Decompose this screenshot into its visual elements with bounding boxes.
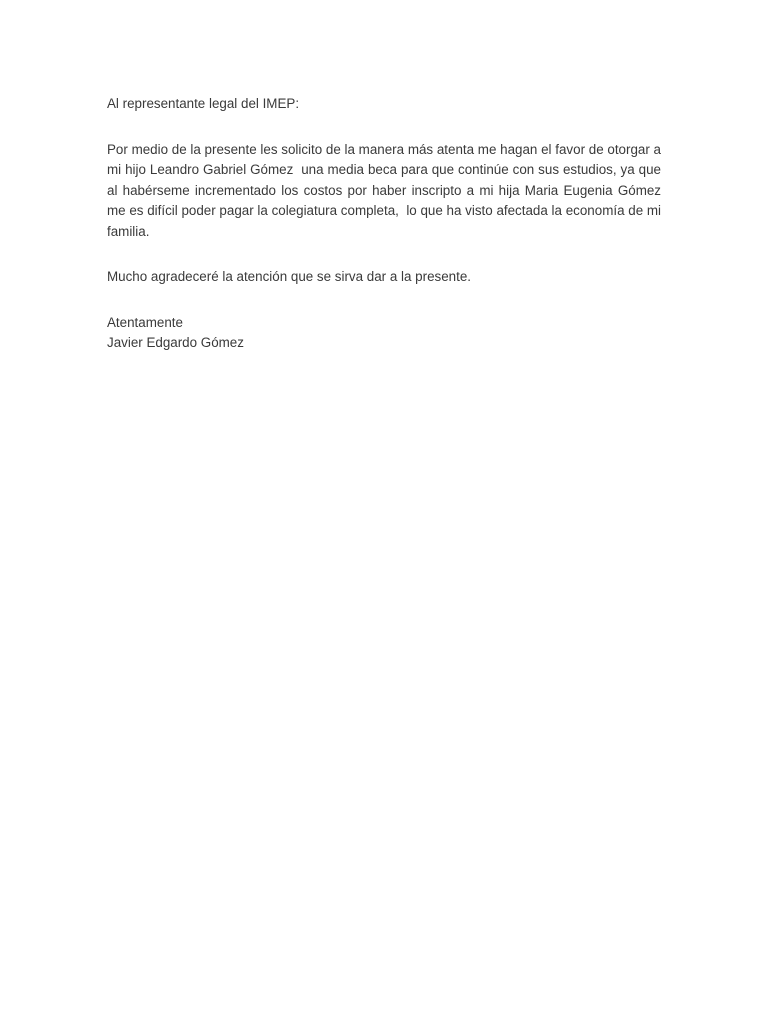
salutation-line: Al representante legal del IMEP:	[107, 96, 300, 111]
signature-name: Javier Edgardo Gómez	[107, 335, 244, 350]
closing-line: Atentamente	[107, 314, 183, 330]
request-paragraph: Por medio de la presente les solicito de la manera más atenta me hagan el favor de otorgar a mi hijo Leandro Gabriel Gómez una media beca para que continúe con sus estudios, ya que al habérseme incrementado los costos por haber inscripto a mi hija Maria Eugenia Gómez me es difícil poder pagar la colegiatura completa, lo que ha visto afectada la economía de mi familia.	[107, 141, 665, 239]
thanks-paragraph: Mucho agradeceré la atención que se sirva dar a la presente.	[107, 269, 471, 284]
letter-body	[107, 94, 665, 354]
signature-block	[107, 313, 661, 354]
